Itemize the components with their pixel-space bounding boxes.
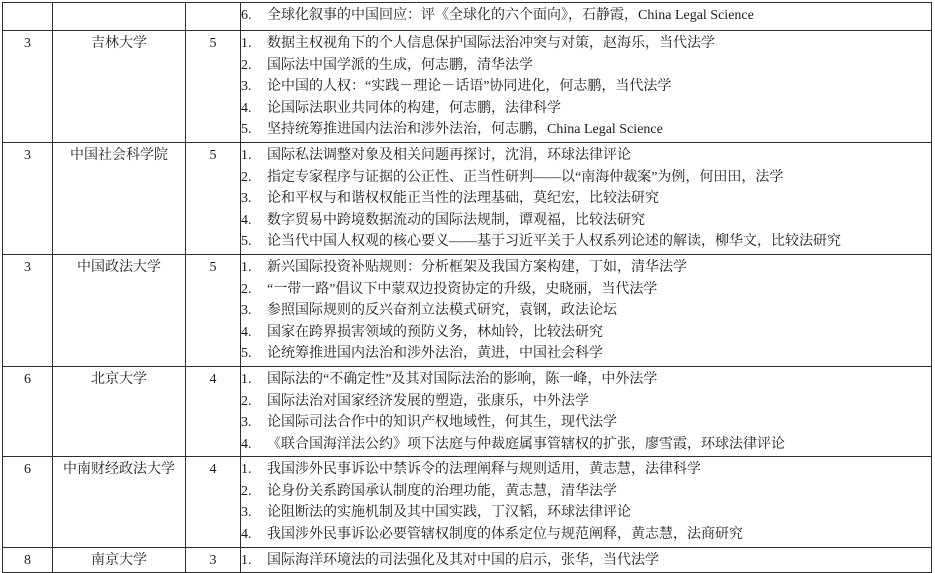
university-ranking-table	[2, 2, 932, 573]
paper-item	[241, 412, 931, 434]
count-cell: 4	[186, 457, 241, 547]
paper-title: 国际法的“不确定性”及其对国际法治的影响，陈一峰，中外法学	[267, 371, 658, 387]
paper-title: 国际海洋环境法的司法强化及其对中国的启示，张华，当代法学	[267, 552, 659, 568]
ranking-table-body	[3, 3, 932, 573]
university-cell	[53, 3, 186, 31]
university-cell: 南京大学	[53, 547, 186, 573]
paper-item	[241, 524, 931, 546]
paper-list	[241, 550, 931, 572]
paper-item	[241, 481, 931, 503]
papers-cell	[241, 3, 932, 31]
rank-cell: 6	[3, 457, 53, 547]
paper-number: 1.	[241, 259, 252, 275]
paper-item	[241, 98, 931, 120]
paper-item	[241, 322, 931, 344]
paper-title: 指定专家程序与证据的公正性、正当性研判——以“南海仲裁案”为例，何田田，法学	[267, 169, 784, 185]
count-cell: 5	[186, 142, 241, 254]
papers-cell	[241, 254, 932, 366]
paper-number: 1.	[241, 36, 252, 51]
university-cell: 吉林大学	[53, 31, 186, 143]
paper-number: 1.	[241, 462, 252, 478]
paper-number: 2.	[241, 281, 252, 297]
paper-list	[241, 145, 931, 253]
table-row	[3, 31, 932, 143]
table-row	[3, 142, 932, 254]
paper-number: 3.	[241, 415, 252, 431]
paper-item	[241, 369, 931, 391]
paper-item	[241, 343, 931, 365]
count-cell	[186, 3, 241, 31]
paper-item	[241, 257, 931, 279]
paper-item	[241, 459, 931, 481]
paper-item	[241, 300, 931, 322]
paper-title: 论和平权与和谐权权能正当性的法理基础，莫纪宏，比较法研究	[267, 191, 659, 207]
paper-number: 4.	[241, 100, 252, 116]
paper-title: 数字贸易中跨境数据流动的国际法规制，谭观福，比较法研究	[267, 212, 645, 228]
paper-number: 2.	[241, 483, 252, 499]
count-cell: 3	[186, 547, 241, 573]
table-row	[3, 3, 932, 31]
count-cell: 4	[186, 366, 241, 456]
paper-title: 新兴国际投资补贴规则：分析框架及我国方案构建，丁如，清华法学	[267, 259, 687, 275]
paper-title: 数据主权视角下的个人信息保护国际法治冲突与对策，赵海乐，当代法学	[267, 36, 715, 51]
paper-title: 论国际法职业共同体的构建，何志鹏，法律科学	[267, 100, 561, 116]
paper-title: 参照国际规则的反兴奋剂立法模式研究，袁钢，政法论坛	[267, 303, 617, 319]
paper-number: 5.	[241, 234, 252, 250]
paper-title: 论国际司法合作中的知识产权地域性，何其生，现代法学	[267, 415, 617, 431]
paper-list	[241, 459, 931, 545]
paper-title: 坚持统筹推进国内法治和涉外法治，何志鹏，China Legal Science	[267, 122, 663, 138]
paper-item	[241, 550, 931, 572]
table-row	[3, 457, 932, 547]
paper-title: 论当代中国人权观的核心要义——基于习近平关于人权系列论述的解读，柳华文，比较法研究	[267, 234, 841, 250]
paper-number: 3.	[241, 79, 252, 95]
paper-item	[241, 145, 931, 167]
paper-number: 4.	[241, 527, 252, 543]
paper-number: 2.	[241, 393, 252, 409]
paper-item	[241, 76, 931, 98]
paper-number: 3.	[241, 191, 252, 207]
university-cell: 中国政法大学	[53, 254, 186, 366]
papers-cell	[241, 547, 932, 573]
paper-number: 1.	[241, 371, 252, 387]
table-row	[3, 254, 932, 366]
papers-cell	[241, 366, 932, 456]
paper-item	[241, 210, 931, 232]
paper-title: 全球化叙事的中国回应：评《全球化的六个面向》，石静霞，China Legal Science	[267, 8, 754, 23]
papers-cell	[241, 142, 932, 254]
paper-number: 5.	[241, 122, 252, 138]
paper-title: 论阻断法的实施机制及其中国实践，丁汉韬，环球法律评论	[267, 505, 631, 521]
paper-item	[241, 434, 931, 456]
paper-title: “一带一路”倡议下中蒙双边投资协定的升级，史晓丽，当代法学	[267, 281, 658, 297]
paper-number: 1.	[241, 552, 252, 568]
university-cell: 中南财经政法大学	[53, 457, 186, 547]
paper-title: 论身份关系跨国承认制度的治理功能，黄志慧，清华法学	[267, 483, 617, 499]
paper-item	[241, 279, 931, 301]
count-cell: 5	[186, 254, 241, 366]
paper-item	[241, 119, 931, 141]
paper-list	[241, 369, 931, 455]
paper-item	[241, 231, 931, 253]
paper-list	[241, 257, 931, 365]
table-row	[3, 366, 932, 456]
paper-number: 3.	[241, 303, 252, 319]
papers-cell	[241, 457, 932, 547]
paper-number: 4.	[241, 212, 252, 228]
paper-number: 4.	[241, 324, 252, 340]
paper-item	[241, 5, 931, 27]
paper-title: 论统筹推进国内法治和涉外法治，黄进，中国社会科学	[267, 346, 603, 362]
rank-cell: 6	[3, 366, 53, 456]
paper-title: 我国涉外民事诉讼中禁诉令的法理阐释与规则适用，黄志慧，法律科学	[267, 462, 701, 478]
paper-number: 2.	[241, 169, 252, 185]
paper-title: 国际法治对国家经济发展的塑造，张康乐，中外法学	[267, 393, 589, 409]
papers-cell	[241, 31, 932, 143]
paper-list	[241, 5, 931, 27]
paper-item	[241, 33, 931, 55]
rank-cell: 3	[3, 254, 53, 366]
paper-number: 3.	[241, 505, 252, 521]
paper-number: 2.	[241, 57, 252, 73]
paper-title: 我国涉外民事诉讼必要管辖权制度的体系定位与规范阐释，黄志慧，法商研究	[267, 527, 743, 543]
table-row	[3, 547, 932, 573]
paper-title: 国际私法调整对象及相关问题再探讨，沈涓，环球法律评论	[267, 147, 631, 163]
paper-list	[241, 33, 931, 141]
paper-title: 论中国的人权：“实践－理论－话语”协同进化，何志鹏，当代法学	[267, 79, 672, 95]
paper-item	[241, 502, 931, 524]
count-cell: 5	[186, 31, 241, 143]
paper-title: 国家在跨界损害领域的预防义务，林灿铃，比较法研究	[267, 324, 603, 340]
paper-item	[241, 188, 931, 210]
paper-item	[241, 391, 931, 413]
university-cell: 北京大学	[53, 366, 186, 456]
paper-item	[241, 167, 931, 189]
rank-cell	[3, 3, 53, 31]
paper-title: 国际法中国学派的生成，何志鹏，清华法学	[267, 57, 533, 73]
rank-cell: 3	[3, 142, 53, 254]
paper-number: 5.	[241, 346, 252, 362]
rank-cell: 3	[3, 31, 53, 143]
rank-cell: 8	[3, 547, 53, 573]
university-cell: 中国社会科学院	[53, 142, 186, 254]
paper-number: 6.	[241, 8, 252, 23]
paper-number: 4.	[241, 436, 252, 452]
paper-item	[241, 55, 931, 77]
paper-number: 1.	[241, 147, 252, 163]
paper-title: 《联合国海洋法公约》项下法庭与仲裁庭属事管辖权的扩张，廖雪霞，环球法律评论	[267, 436, 785, 452]
